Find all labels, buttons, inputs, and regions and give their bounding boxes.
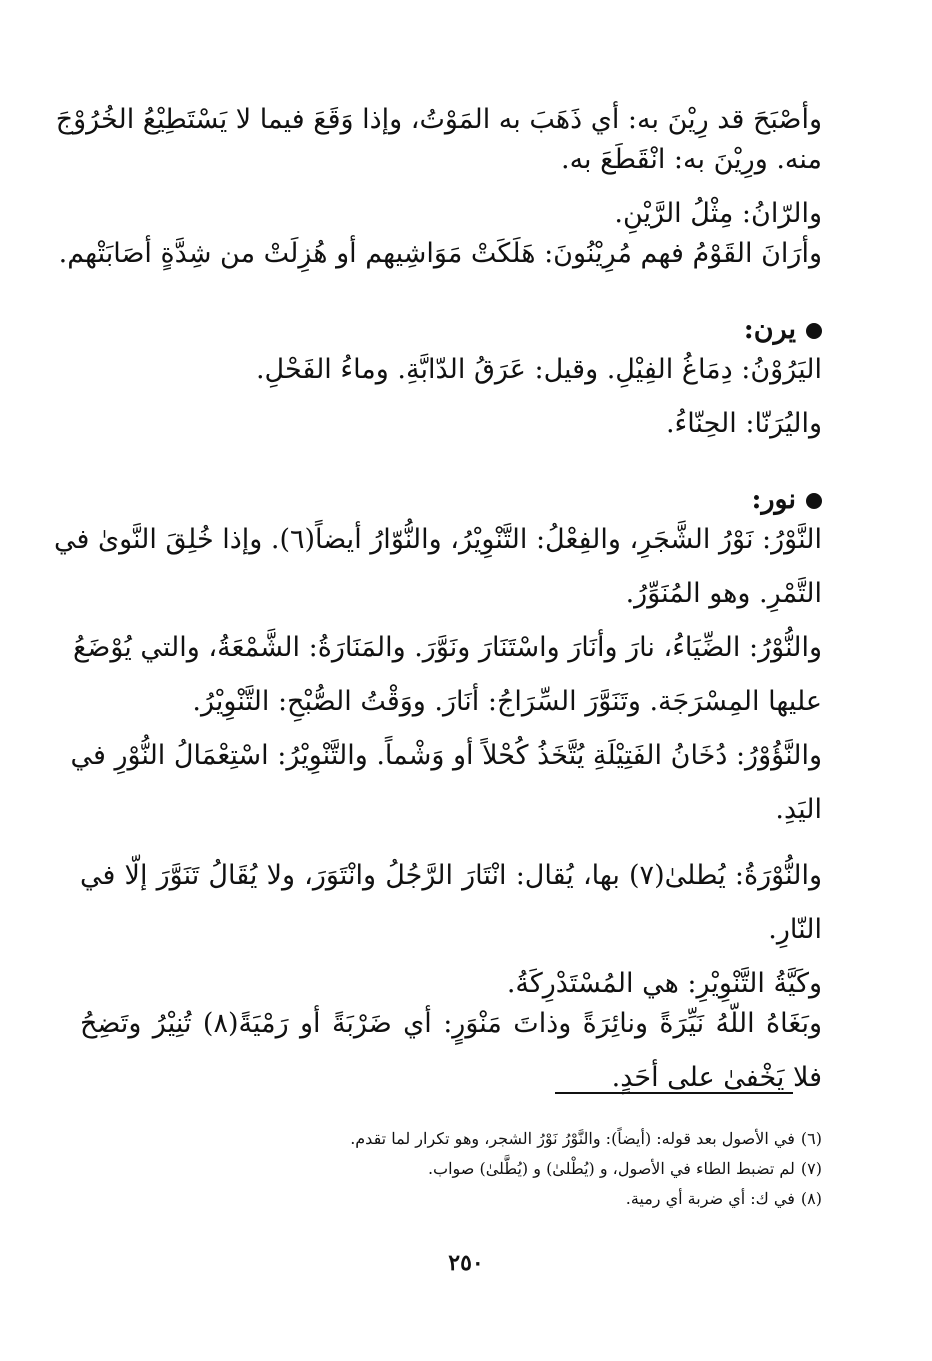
footnote-number: (٦) <box>800 1129 822 1148</box>
entry-heading-yrn <box>80 310 822 350</box>
text-line: التَّمْرِ. وهو المُنَوِّرُ. <box>625 578 822 609</box>
text-line: فلا يَخْفىٰ على أحَدٍ. <box>611 1062 822 1093</box>
footnote-number: (٨) <box>800 1189 822 1208</box>
footnote-text: لم تضبط الطاء في الأصول، و (يُطْلىٰ) و (يُطَّلىٰ) صواب. <box>427 1159 795 1178</box>
footnote-text: في ك: أي ضربة أي رمية. <box>625 1189 795 1208</box>
footnote-divider <box>555 1092 793 1094</box>
text-line: والنُّوْرُ: الضِّيَاءُ، نارَ وأنَارَ واسْتَنَارَ ونَوَّرَ. والمَنَارَةُ: الشَّمْعَةُ، والتي يُوْضَعُ <box>73 632 822 663</box>
text-line: اليَرُوْنُ: دِمَاغُ الفِيْلِ. وقيل: عَرَقُ الدّابَّةِ. وماءُ الفَحْلِ. <box>255 354 822 385</box>
text-line: وكَيَّةُ التَّنْوِيْرِ: هي المُسْتَدْرِكَةُ. <box>506 968 822 999</box>
footnote-8 <box>350 1184 822 1214</box>
text-line: النّارِ. <box>768 914 822 945</box>
footnote-text: في الأصول بعد قوله: (أيضاً): والنَّوْرُ نَوْرُ الشجر، وهو تكرار لما تقدم. <box>350 1129 795 1148</box>
footnote-number: (٧) <box>800 1159 822 1178</box>
page-number: ٢٥٠ <box>448 1250 484 1276</box>
text-line: اليَدِ. <box>775 794 822 825</box>
text-line: والرّانُ: مِثْلُ الرَّيْنِ. <box>614 198 822 229</box>
text-line: منه. ورِيْنَ به: انْقَطَعَ به. <box>561 144 822 175</box>
footnotes <box>350 1124 822 1214</box>
text-line: وبَغَاهُ اللّهُ نَيِّرَةً ونائِرَةً وذاتَ مَنْوَرٍ: أي ضَرْبَةً أو رَمْيَةً(٨) تُنِيْرُ وتَضِحُ <box>80 1008 822 1039</box>
footnote-7 <box>350 1154 822 1184</box>
text-line: عليها المِسْرَجَة. وتَنَوَّرَ السِّرَاجُ: أنَارَ. ووَقْتُ الصُّبْحِ: التَّنْوِيْرُ. <box>192 686 822 717</box>
text-line: والنَّؤُوْرُ: دُخَانُ الفَتِيْلَةِ يُتَّخَذُ كُحْلاً أو وَشْماً. والتَّنْوِيْرُ: اسْتِعْمَالُ النُّوْرِ في <box>70 740 822 771</box>
entry-heading-nwr <box>80 480 822 520</box>
text-line: النَّوْرُ: نَوْرُ الشَّجَرِ، والفِعْلُ: التَّنْوِيْرُ، والنُّوّارُ أيضاً(٦). وإذا خُلِقَ النَّوىٰ في <box>53 524 822 555</box>
text-line: وأرَانَ القَوْمُ فهم مُرِيْنُونَ: هَلَكَتْ مَوَاشِيهم أو هُزِلَتْ من شِدَّةٍ أصَابَتْهم. <box>58 238 822 269</box>
entry-heading-label: نور: <box>751 484 796 515</box>
text-line: والنُّوْرَةُ: يُطلىٰ(٧) بها، يُقال: انْتَارَ الرَّجُلُ وانْتَوَرَ، ولا يُقَالُ تَنَوَّرَ إلّا في <box>80 860 822 891</box>
page-body <box>53 100 822 1098</box>
bullet-icon <box>806 493 822 509</box>
footnote-6 <box>350 1124 822 1154</box>
bullet-icon <box>806 323 822 339</box>
text-line: واليُرَنّا: الحِنّاءُ. <box>665 408 822 439</box>
entry-heading-label: يرن: <box>743 314 796 345</box>
text-line: وأصْبَحَ قد رِيْنَ به: أي ذَهَبَ به المَوْتُ، وإذا وَقَعَ فيما لا يَسْتَطِيْعُ الخُرُوْجَ <box>55 104 822 135</box>
